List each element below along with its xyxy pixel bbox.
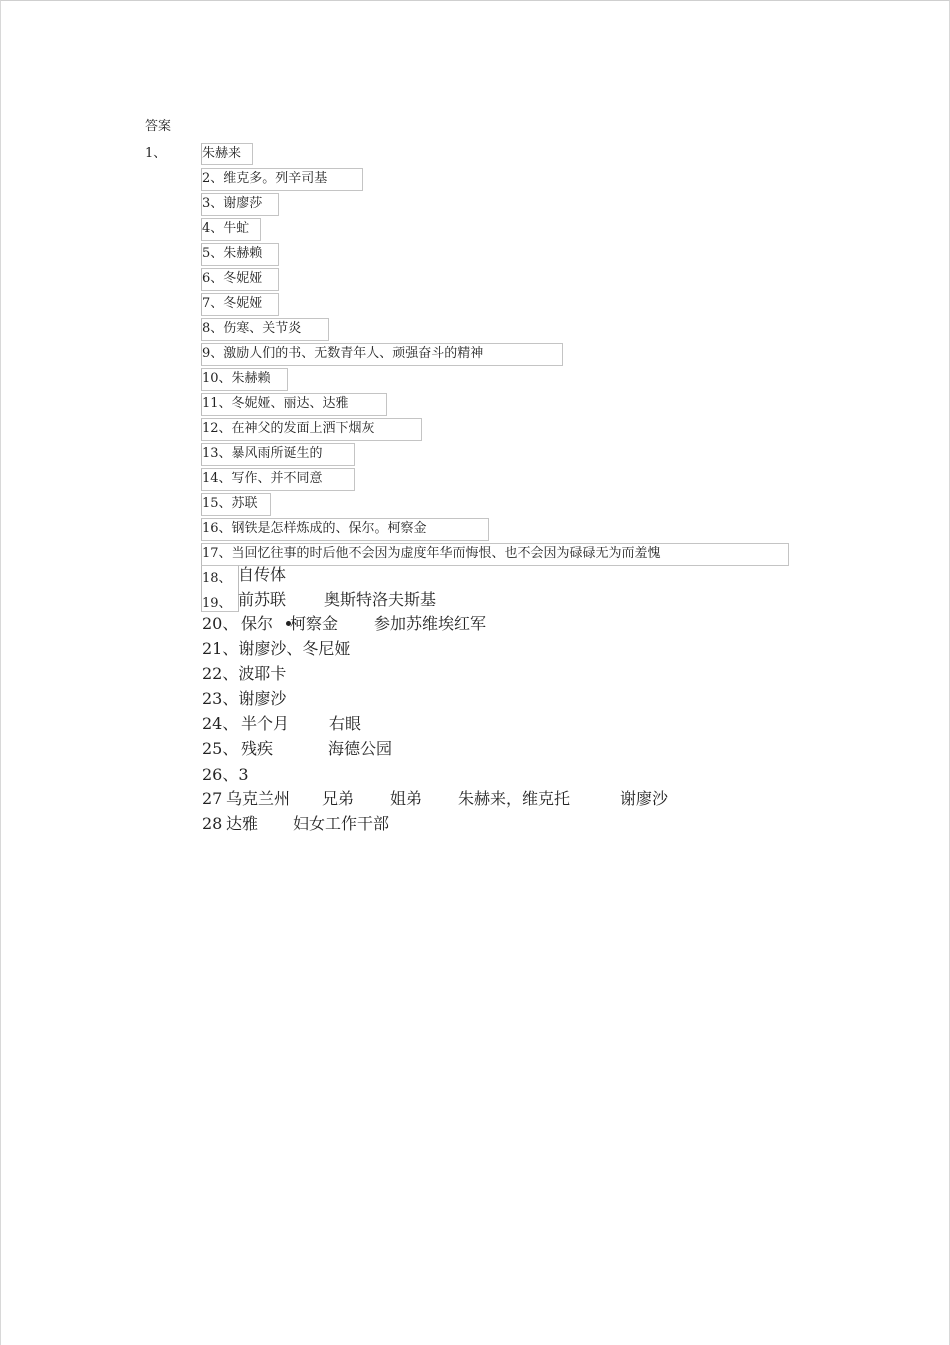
- item-27-number: 27: [202, 789, 223, 808]
- answer-item-6: [201, 268, 279, 291]
- answer-item-8: [201, 318, 329, 341]
- item-25-second: 海德公园: [328, 739, 393, 758]
- item-1-text: 朱赫来: [202, 146, 242, 161]
- answer-item-15: [201, 493, 271, 516]
- answer-item-13: [201, 443, 355, 466]
- answer-text: 15、苏联: [202, 496, 258, 511]
- item-20-third: 参加苏维埃红军: [374, 614, 487, 633]
- answer-item-7: [201, 293, 279, 316]
- item-20-number: 20、: [202, 614, 239, 633]
- answer-item-17: [201, 543, 789, 566]
- item-1-box: [201, 143, 253, 165]
- answer-text: 8、伤寒、关节炎: [202, 321, 302, 336]
- item-20-first: 保尔: [241, 614, 274, 633]
- item-27-d: 朱赫来，维克托: [458, 789, 571, 808]
- answer-item-12: [201, 418, 422, 441]
- answer-item-22: 22、波耶卡: [202, 664, 287, 683]
- item-24-number: 24、: [202, 714, 239, 733]
- answer-text: 6、冬妮娅: [202, 271, 263, 286]
- answer-text: 7、冬妮娅: [202, 296, 263, 311]
- answer-item-21: 21、谢廖沙、冬尼娅: [202, 639, 351, 658]
- answer-item-11: [201, 393, 387, 416]
- answer-text: 14、写作、并不同意: [202, 471, 323, 486]
- item-1-number: 1、: [145, 146, 167, 161]
- answer-item-2: [201, 168, 363, 191]
- item-19-author: 奥斯特洛夫斯基: [324, 590, 437, 609]
- answer-text: 17、当回忆往事的时后他不会因为虚度年华而悔恨、也不会因为碌碌无为而羞愧: [202, 546, 661, 561]
- answer-text: 16、钢铁是怎样炼成的、保尔。柯察金: [202, 521, 427, 536]
- answer-heading: 答案: [145, 119, 172, 134]
- item-24-second: 右眼: [329, 714, 362, 733]
- answer-text: 2、维克多。列辛司基: [202, 171, 328, 186]
- answer-text: 11、冬妮娅、丽达、达雅: [202, 396, 349, 411]
- answer-text: 9、激励人们的书、无数青年人、顽强奋斗的精神: [202, 346, 484, 361]
- answer-text: 5、朱赫赖: [202, 246, 263, 261]
- item-28-a: 达雅: [226, 814, 259, 833]
- answer-item-10: [201, 368, 288, 391]
- item-25-first: 残疾: [241, 739, 274, 758]
- answer-item-5: [201, 243, 279, 266]
- answer-item-4: [201, 218, 261, 241]
- item-28-number: 28: [202, 814, 223, 833]
- answer-text: 3、谢廖莎: [202, 196, 263, 211]
- item-19-number: 19、: [202, 596, 232, 611]
- item-28-b: 妇女工作干部: [293, 814, 390, 833]
- item-25-number: 25、: [202, 739, 239, 758]
- answer-item-3: [201, 193, 279, 216]
- answer-text: 10、朱赫赖: [202, 371, 271, 386]
- answer-text: 12、在神父的发面上洒下烟灰: [202, 421, 375, 436]
- item-18-text: 自传体: [238, 565, 287, 584]
- item-27-e: 谢廖沙: [620, 789, 669, 808]
- item-20-second: 柯察金: [290, 614, 339, 633]
- answer-item-16: [201, 518, 489, 541]
- item-27-c: 姐弟: [390, 789, 423, 808]
- answer-text: 4、牛虻: [202, 221, 250, 236]
- answer-item-26: 26、3: [202, 765, 249, 784]
- answer-item-23: 23、谢廖沙: [202, 689, 287, 708]
- answer-text: 13、暴风雨所诞生的: [202, 446, 323, 461]
- item-27-a: 乌克兰州: [226, 789, 291, 808]
- answer-item-9: [201, 343, 563, 366]
- item-19-country: 前苏联: [238, 590, 287, 609]
- item-27-b: 兄弟: [322, 789, 355, 808]
- answer-item-14: [201, 468, 355, 491]
- item-24-first: 半个月: [241, 714, 290, 733]
- item-18-number: 18、: [202, 571, 232, 586]
